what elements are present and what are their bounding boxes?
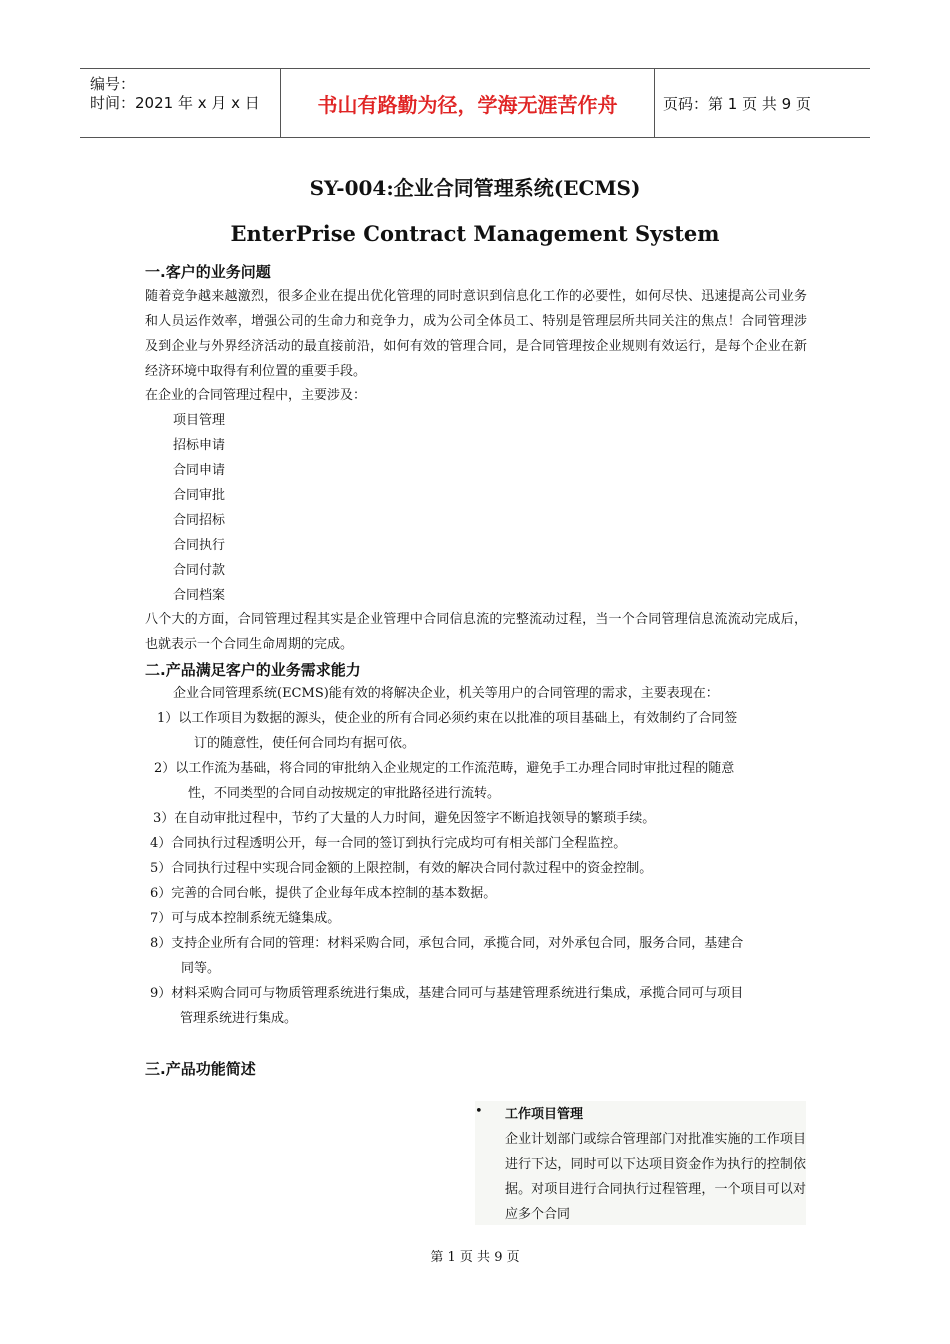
process-list [173,408,225,608]
numbered-point [150,881,496,906]
header-page-number: 页码：第 1 页 共 9 页 [663,95,811,113]
point-text: 完善的合同台帐，提供了企业每年成本控制的基本数据。 [171,886,497,901]
point-text: 合同执行过程中实现合同金额的上限控制，有效的解决合同付款过程中的资金控制。 [171,861,653,876]
numbered-point [150,906,340,931]
section-1-summary: 八个大的方面，合同管理过程其实是企业管理中合同信息流的完整流动过程，当一个合同管理信息流流动完成后，也就表示一个合同生命周期的完成。 [145,612,807,652]
point-text: 支持企业所有合同的管理：材料采购合同，承包合同，承揽合同，对外承包合同，服务合同，基建合 [171,936,744,951]
list-item: 合同执行 [173,538,226,553]
point-number: 9） [150,986,172,1001]
bullet-icon: • [475,1104,483,1119]
section-1-heading: 一.客户的业务问题 [145,263,271,281]
header-meta [90,75,260,113]
point-text: 以工作流为基础，将合同的审批纳入企业规定的工作流范畴，避免手工办理合同时审批过程的随意 [175,761,735,776]
page-header [80,68,870,138]
feature-card-text: 企业计划部门或综合管理部门对批准实施的工作项目进行下达，同时可以下达项目资金作为执行的控制依据。对项目进行合同执行过程管理，一个项目可以对应多个合同 [505,1132,806,1222]
point-text: 在自动审批过程中，节约了大量的人力时间，避免因签字不断追找领导的繁琐手续。 [174,811,656,826]
section-1-paragraph: 随着竞争越来越激烈，很多企业在提出优化管理的同时意识到信息化工作的必要性，如何尽快、迅速提高公司业务和人员运作效率，增强公司的生命力和竞争力，成为公司全体员工、特别是管理层所共同关注的焦点！合同管理涉及到企业与外界经济活动的最直接前沿，如何有效的管理合同，是合同管理按企业规则有效运行，是每个企业在新经济环境中取得有利位置的重要手段。 [145,289,807,379]
numbered-point [150,856,652,881]
point-text: 合同执行过程透明公开，每一合同的签订到执行完成均可有相关部门全程监控。 [171,836,627,851]
section-2-intro: 企业合同管理系统(ECMS)能有效的将解决企业，机关等用户的合同管理的需求，主要表现在： [173,686,719,701]
section-3-heading: 三.产品功能简述 [145,1060,256,1078]
list-item: 合同付款 [173,563,226,578]
point-text-continued: 性，不同类型的合同自动按规定的审批路径进行流转。 [188,786,501,801]
point-text: 材料采购合同可与物质管理系统进行集成，基建合同可与基建管理系统进行集成，承揽合同可与项目 [171,986,744,1001]
point-number: 2） [154,761,176,776]
feature-card-title: 工作项目管理 [505,1107,584,1122]
point-number: 7） [150,911,172,926]
numbered-point [150,981,743,1031]
doc-number-label: 编号： [90,75,136,93]
document-title-en: EnterPrise Contract Management System [230,221,720,246]
list-item: 合同审批 [173,488,226,503]
point-number: 5） [150,861,172,876]
list-item: 招标申请 [173,438,226,453]
list-item: 合同招标 [173,513,226,528]
point-text-continued: 同等。 [181,961,221,976]
doc-time-label: 时间：2021 年 x 月 x 日 [90,94,260,112]
document-title-cn: SY-004:企业合同管理系统(ECMS) [309,176,641,200]
numbered-point [150,831,626,856]
section-2-heading: 二.产品满足客户的业务需求能力 [145,661,361,679]
numbered-point [153,806,655,831]
page-footer: 第 1 页 共 9 页 [430,1250,520,1265]
point-number: 6） [150,886,172,901]
point-text: 以工作项目为数据的源头，使企业的所有合同必须约束在以批准的项目基础上，有效制约了合同签 [178,711,738,726]
numbered-point [154,756,734,806]
numbered-point [150,931,743,981]
point-number: 4） [150,836,172,851]
header-motto: 书山有路勤为径，学海无涯苦作舟 [280,69,655,137]
point-text: 可与成本控制系统无缝集成。 [171,911,341,926]
numbered-point [157,706,737,756]
list-item: 项目管理 [173,413,226,428]
point-number: 3） [153,811,175,826]
point-text-continued: 订的随意性，使任何合同均有据可依。 [194,736,416,751]
list-item: 合同档案 [173,588,226,603]
section-1-intro: 在企业的合同管理过程中，主要涉及： [145,388,367,403]
list-item: 合同申请 [173,463,226,478]
point-number: 1） [157,711,179,726]
point-text-continued: 管理系统进行集成。 [180,1011,298,1026]
point-number: 8） [150,936,172,951]
